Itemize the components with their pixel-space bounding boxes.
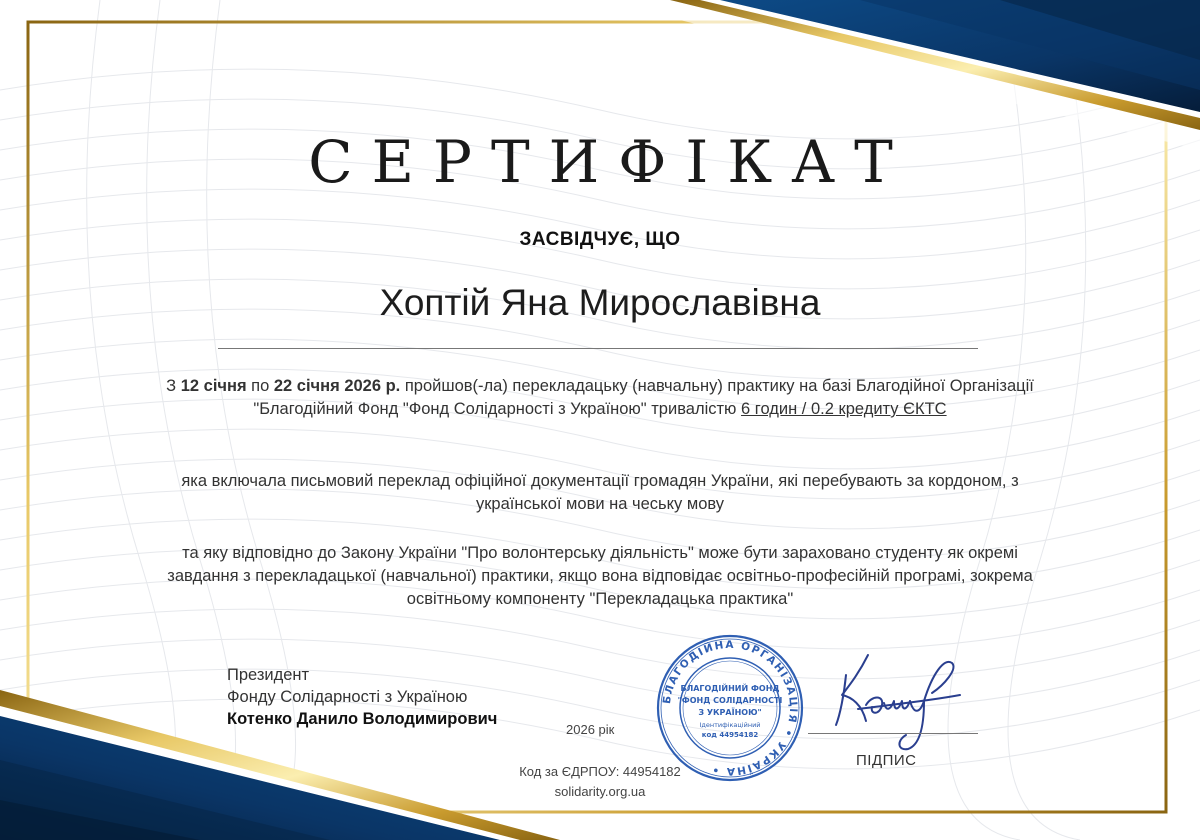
- stamp-line-5: код 44954182: [701, 731, 759, 739]
- signatory-name: Котенко Данило Володимирович: [227, 710, 498, 728]
- recipient-underline: [218, 348, 978, 349]
- signature-label: ПІДПИС: [856, 752, 917, 769]
- period-description: пройшов(-ла) перекладацьку (навчальну) практику на базі Благодійної Організації "Благодійний Фонд "Фонд Солідарності з Україною" тривалістю: [253, 377, 1034, 418]
- period-middle: по: [246, 377, 274, 395]
- practice-hours: 6 годин / 0.2 кредиту ЄКТС: [741, 400, 947, 418]
- website: solidarity.org.ua: [554, 784, 646, 799]
- edrpou-code: Код за ЄДРПОУ: 44954182: [519, 764, 681, 779]
- signatory-org: Фонду Солідарності з Україною: [227, 688, 468, 706]
- practice-period-paragraph: [150, 375, 1050, 421]
- practice-content-paragraph: яка включала письмовий переклад офіційної документації громадян України, які перебувають за кордоном, з української мови на чеську мову: [181, 472, 1019, 513]
- signatory-block: [227, 664, 497, 730]
- official-stamp: [655, 633, 805, 783]
- stamp-outer-text: БЛАГОДІЙНА ОРГАНІЗАЦІЯ • УКРАЇНА •: [661, 638, 800, 778]
- stamp-line-4: Ідентифікаційний: [699, 721, 761, 729]
- period-prefix: З: [166, 377, 181, 395]
- legal-basis-paragraph: та яку відповідно до Закону України "Про волонтерську діяльність" може бути зараховано студенту як окремі завдання з перекладацької (навчальної) практики, якщо вона відповідає освітньо-професійній програмі, зокрема освітньому компоненту "Перекладацька практика": [167, 544, 1033, 608]
- period-end: 22 січня 2026 р.: [273, 377, 401, 395]
- certificate-title: СЕРТИФІКАТ: [308, 128, 912, 196]
- stamp-line-3: З УКРАЇНОЮ": [698, 708, 762, 717]
- stamp-line-2: "ФОНД СОЛІДАРНОСТІ: [677, 696, 783, 705]
- signatory-role: Президент: [227, 666, 310, 684]
- period-start: 12 січня: [180, 377, 247, 395]
- signature-line: [808, 733, 978, 734]
- recipient-name: Хоптій Яна Мирославівна: [379, 282, 821, 323]
- certifies-heading: ЗАСВІДЧУЄ, ЩО: [519, 229, 681, 250]
- handwritten-signature: [828, 645, 968, 755]
- issue-year: 2026 рік: [566, 722, 615, 737]
- stamp-line-1: БЛАГОДІЙНИЙ ФОНД: [680, 684, 780, 693]
